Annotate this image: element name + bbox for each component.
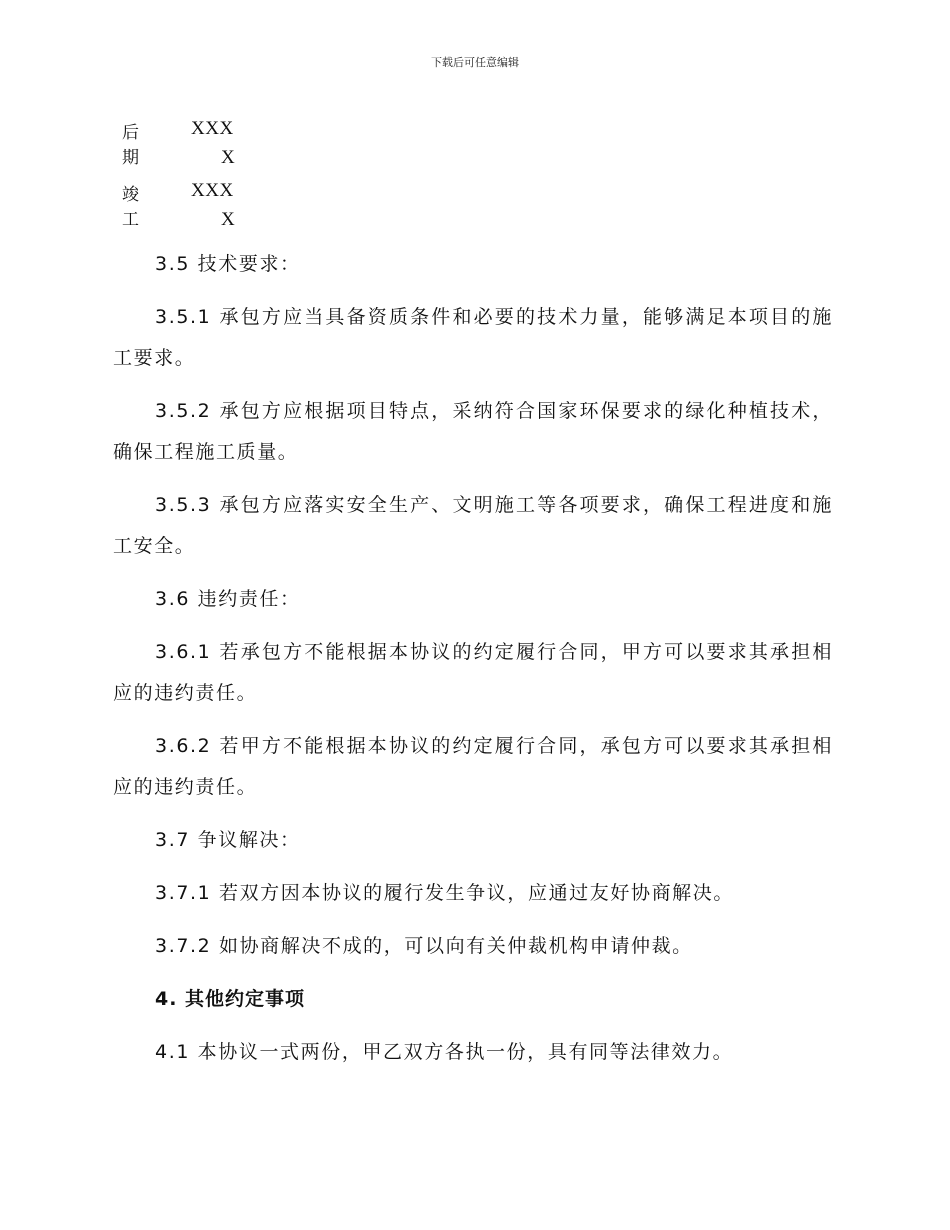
section-heading-other-terms: 4. 其他约定事项 — [155, 988, 306, 1010]
clause-paragraph: 3.7.2 如协商解决不成的，可以向有关仲裁机构申请仲裁。 — [155, 935, 693, 957]
clause-paragraph: 3.6.1 若承包方不能根据本协议的约定履行合同，甲方可以要求其承担相应的违约责任。 — [113, 641, 833, 704]
section-heading-technical-requirements: 3.5 技术要求： — [155, 253, 301, 275]
document-body — [113, 244, 833, 1085]
clause-paragraph: 3.6.2 若甲方不能根据本协议的约定履行合同，承包方可以要求其承担相应的违约责任。 — [113, 735, 833, 798]
schedule-stage-label: 后期 — [122, 123, 139, 168]
page-header-note: 下载后可任意编辑 — [431, 56, 519, 69]
clause-paragraph: 3.5.2 承包方应根据项目特点，采纳符合国家环保要求的绿化种植技术，确保工程施工质量。 — [113, 400, 833, 463]
clause-paragraph: 3.7.1 若双方因本协议的履行发生争议，应通过友好协商解决。 — [155, 882, 734, 904]
clause-paragraph: 3.5.3 承包方应落实安全生产、文明施工等各项要求，确保工程进度和施工安全。 — [113, 494, 833, 557]
clause-paragraph: 4.1 本协议一式两份，甲乙双方各执一份，具有同等法律效力。 — [155, 1041, 734, 1063]
schedule-value-wrap: X — [221, 147, 235, 168]
schedule-value: XXX — [191, 180, 234, 201]
section-heading-dispute-resolution: 3.7 争议解决： — [155, 829, 301, 851]
section-heading-liability: 3.6 违约责任： — [155, 588, 301, 610]
schedule-value-wrap: X — [221, 209, 235, 230]
schedule-value: XXX — [191, 118, 234, 139]
schedule-stage-label: 竣工 — [122, 185, 139, 230]
clause-paragraph: 3.5.1 承包方应当具备资质条件和必要的技术力量，能够满足本项目的施工要求。 — [113, 306, 833, 369]
